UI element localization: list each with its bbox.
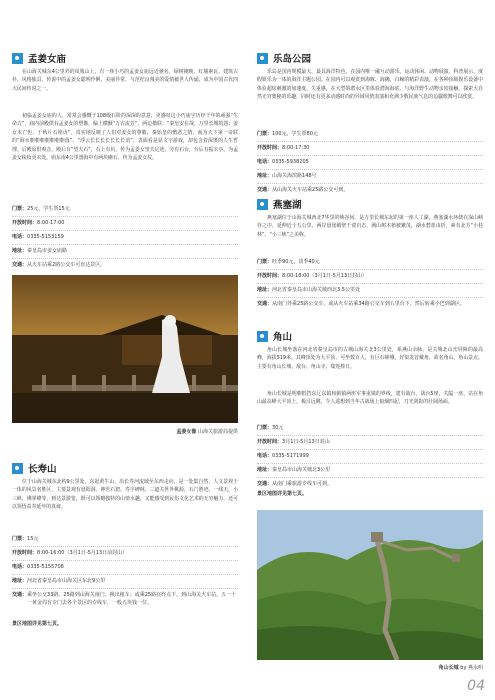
section-title-changshoushan: [12, 460, 57, 476]
caption-title: 孟姜女像: [176, 429, 197, 435]
section-title-text: 孟姜女庙: [28, 54, 67, 65]
map-reference: 景区地图详见第七页。: [12, 621, 63, 627]
location-tag-icon: [12, 53, 23, 64]
map-reference: 景区地图详见第七页。: [257, 491, 308, 497]
info-block: [12, 205, 238, 274]
info-value: 0335-5153159: [27, 234, 64, 240]
info-value: 8:00-18:00（3月1日-5月13日封山）: [282, 273, 368, 279]
info-key: 地址：: [257, 287, 273, 293]
section-title-mengjiangnu: [12, 50, 66, 66]
info-key: 交通：: [257, 301, 273, 307]
info-value: 0335-5938205: [272, 159, 309, 165]
info-key: 地址：: [257, 467, 273, 473]
info-value: 从火车站乘2路公交车可直达景区。: [27, 262, 106, 268]
section-title-text: 燕塞湖: [273, 200, 302, 211]
info-value: 8:00-17:00: [37, 220, 65, 226]
location-tag-icon: [257, 199, 268, 210]
info-value: 从南门乘旅游专线车可到。: [272, 481, 333, 487]
info-block: [257, 258, 483, 313]
location-tag-icon: [257, 53, 268, 64]
photo-caption: [12, 428, 238, 435]
paragraph: 燕塞湖位于山海关城西北7华里的峡谷间，是万里长城东起的第一座人工湖。燕塞湖水环绕在深山峡谷之中，延伸近十五公里，两岸悬崖峭壁千姿百态，满山树木植被繁茂，湖水碧蓝由折，素有北方“小桂林”、“小三峡”之美称。: [257, 215, 483, 238]
location-tag-icon: [12, 463, 23, 474]
info-key: 电话：: [12, 234, 28, 240]
info-value: 3月1日-5月13日封山: [282, 439, 330, 445]
info-value: 旺季90元，淡季40元: [272, 259, 320, 265]
info-key: 交通：: [12, 592, 28, 598]
caption-credit: by 燕永明: [460, 665, 483, 671]
info-value: 0335-5155708: [27, 564, 64, 570]
section-title-jiaoshan: [257, 328, 292, 344]
info-value: 河北省秦皇岛市山海关区东北9公里: [27, 578, 106, 584]
info-value: 秦皇岛市山海关城北3公里: [272, 467, 331, 473]
section-title-ledao-park: [257, 50, 311, 66]
info-key: 开放时间：: [257, 273, 283, 279]
info-key: 交通：: [257, 481, 273, 487]
info-key: 电话：: [257, 159, 273, 165]
info-key: 地址：: [257, 173, 273, 179]
info-key: 门票：: [12, 206, 28, 212]
info-key: 开放时间：: [12, 220, 38, 226]
jiaoshan-great-wall-photo: [257, 510, 483, 660]
info-key: 门票：: [257, 259, 273, 265]
info-value: 25元，学生票15元: [27, 206, 70, 212]
info-value: 8:00-17:30: [282, 145, 310, 151]
info-value: 100元，学生票80元: [272, 131, 318, 137]
paragraph: 乐岛是国内规模最大、最具海洋特色、在园内唯一融互动游乐、运动休闲、动物展演、科普展示、度假娱乐为一体的海洋主题公园。在园内可以观赏到海豚、海狮、白鲸的精彩表演，在各种顶级娱乐设备中体验超炫刺激的加速度、失重感，在大型的潜水区里体验潜海海底，与海洋野生动物亲密接触，探索大自然无穷奥秘的乐趣，同时还有更多动感时尚的异域风情表演和充满少数民族气息的边疆歌舞可以欣赏。: [257, 69, 483, 101]
paragraph: 在山海关城东4公里外的凤凰山上，有一座小巧的孟姜女庙远近驰名，绿树掩映，红墙素瓦，建筑古朴，风格独具，传说中的孟姜女聪明伶俐，美丽异常，与范杞良漫美的爱情被世人传诵，成为中国古代四大民间传说之一。: [12, 69, 238, 92]
info-key: 地址：: [12, 578, 28, 584]
info-value: 30元: [272, 425, 284, 431]
info-block: [12, 535, 238, 612]
paragraph: 角山长城坐落在河北省秦皇岛市的古城山海关北3公里处，系燕山余脉，是关城北山峦屏障的最高峰，海拔519米。其峰顶处为大平顶，可坐数百人，有巨石嵯峨，好似龙首戴角，故名角山。角山景点，主要有角山长城、敌台、角山寺、瑞莲捧日。: [257, 347, 483, 370]
info-key: 交通：: [257, 187, 273, 193]
info-key: 门票：: [257, 131, 273, 137]
paragraph: 角山长城是明朝抵挡东辽东镇和蓟镇两座军事重镇的界线，建有敌台，战台5座，关隘一座。站在角山最高峰大平顶上，极目远眺，令人遥想到当年古战场上狼烟四起，刀光剑影的壮阔场面。: [257, 391, 483, 406]
paragraph: 初临孟姜女庙的人，常常会感慨于108级石阶的深深的意意，更感叹这小巧庙宇历经千年的顽强“生命力”，庙内前殿供有孟姜女的塑像，偏上横额“万古流芳”，两边楹联：“秦皇安在哉，万里长城筑怨；姜女未亡也，千秋片石铭贞”，真实地反映了人们对姜女的尊敬、秦始皇的憎恶之情。而为天下第一奇联的“海水朝朝朝朝朝朝朝落”，“浮云长长长长长长长消”，表面看是显文字游戏，却包含着深奥的人生哲理。后殿原供观音，殿后有“望夫石”，石上有坑，传为孟姜女望夫足迹。旁有石台，台后有振衣亭，为孟姜女梳妆更衣处。庙东南4公里渤海中有两块礁石，传为孟姜女坟。: [12, 113, 238, 162]
info-key: 门票：: [12, 536, 28, 542]
info-block: [257, 130, 483, 199]
info-key: 开放时间：: [12, 550, 38, 556]
section-title-text: 长寿山: [28, 464, 57, 475]
info-value: 0335-5171999: [272, 453, 309, 459]
page-number: 04: [467, 678, 485, 694]
info-value: 乘坐公交33路、25路到山海关南门，换出租车；或乘25路在终点下，到山海关火车站，五一十一黄金周有专门去各个景区的专线车，一般五块钱一位。: [27, 592, 237, 606]
photo-caption: [257, 664, 483, 671]
caption-title: 角山长城: [438, 665, 459, 671]
info-key: 门票：: [257, 425, 273, 431]
info-value: 从南门外乘25路公交车，或从火车站乘34路公交车到五里台下，然后转乘小巴到湖区。: [272, 301, 465, 307]
info-value: 从山海关火车站乘25路公交可到。: [272, 187, 349, 193]
location-tag-icon: [257, 331, 268, 342]
info-value: 15元: [27, 536, 39, 542]
info-key: 电话：: [257, 453, 273, 459]
info-value: 8:00-16:00（3月1日-5月13日前封山）: [37, 550, 128, 556]
info-value: 河北省秦皇岛市山海关城西北3.5公里处: [272, 287, 360, 293]
section-title-text: 角山: [273, 332, 293, 343]
info-key: 开放时间：: [257, 439, 283, 445]
section-title-text: 乐岛公园: [273, 54, 312, 65]
info-key: 地址：: [12, 248, 28, 254]
section-title-yansaihu: [257, 196, 302, 212]
info-key: 交通：: [12, 262, 28, 268]
caption-credit: 山海关旅游局提供: [197, 429, 238, 435]
info-key: 开放时间：: [257, 145, 283, 151]
info-value: 秦皇岛市姜女庙路: [27, 248, 68, 254]
info-value: 山海关海滨路148号: [272, 173, 317, 179]
info-block: [257, 424, 483, 493]
mengjiangnu-statue-photo: [12, 275, 238, 423]
paragraph: 位于山海关城东北约9公里处，东起黄牛山，沿长寿河流域至东西走向，是一处集自然、人文景观于一体的风景名胜区，主要景观有悬阳洞、神医石窟、寿字碑林、三道关世外桃源，石门胜迹、一线天，小三峡，佛掌峰等，到达景游览，既可以领略独特的山情水趣，又能感受到民俗文化艺术的无穷魅力，还可以领悟益寿延年的真谛。: [12, 479, 238, 511]
info-key: 电话：: [12, 564, 28, 570]
